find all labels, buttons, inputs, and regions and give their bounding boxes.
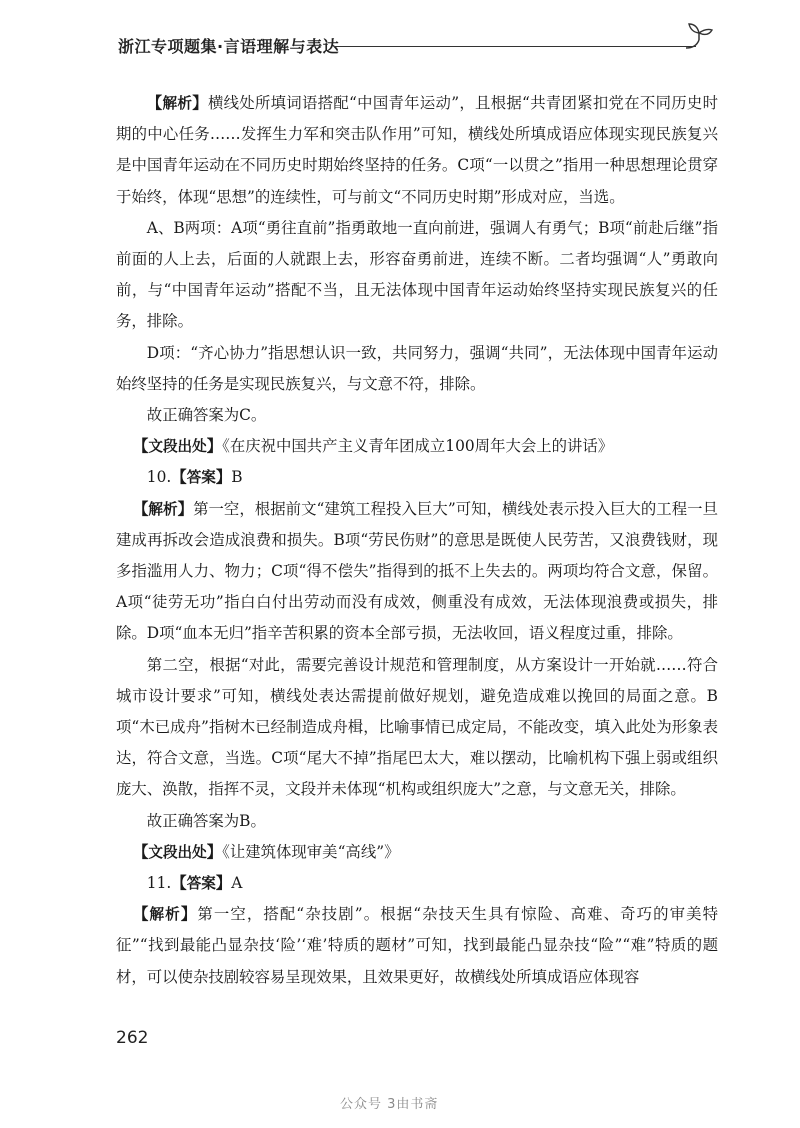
second-blank-paragraph: 第二空，根据“对此，需要完善设计规范和管理制度，从方案设计一开始就……符合城市设计要求”可知，横线处表达需提前做好规划，避免造成难以挽回的局面之意。B项“木已成舟”指树木已经制造成舟楫，比喻事情已成定局，不能改变，填入此处为形象表达，符合文意，当选。C项“尾大不掉”指尾巴太大，难以摆动，比喻机构下强上弱或组织庞大、涣散，指挥不灵，文段并未体现“机构或组织庞大”之意，与文意无关，排除。 — [116, 655, 718, 799]
analysis-paragraph — [116, 899, 718, 993]
header-rule — [334, 46, 696, 47]
analysis-text: 第一空，根据前文“建筑工程投入巨大”可知，横线处表示投入巨大的工程一旦建成再拆改会造成浪费和损失。B项“劳民伤财”的意思是既使人民劳苦，又浪费钱财，现多指滥用人力、物力；C项“得不偿失”指得到的抵不上失去的。两项均符合文意，保留。A项“徒劳无功”指白白付出劳动而没有成效，侧重没有成效，无法体现浪费或损失，排除。D项“血本无归”指辛苦积累的资本全部亏损，无法收回，语义程度过重，排除。 — [116, 499, 718, 643]
source-label: 文段出处 — [148, 438, 207, 456]
analysis-label: 解析 — [162, 95, 193, 112]
label-bracket: 】 — [215, 874, 232, 893]
label-bracket: 】 — [206, 437, 223, 456]
analysis-paragraph — [116, 494, 718, 650]
label-bracket: 【 — [171, 874, 187, 893]
page-number: 262 — [116, 1028, 149, 1048]
answer-label: 答案 — [186, 875, 216, 893]
label-bracket: 【 — [132, 437, 149, 456]
options-paragraph: A、B两项：A项“勇往直前”指勇敢地一直向前进，强调人有勇气；B项“前赴后继”指前面的人上去，后面的人就跟上去，形容奋勇前进，连续不断。二者均强调“人”勇敢向前，与“中国青年运动”搭配不当，且无法体现中国青年运动始终坚持实现民族复兴的任务，排除。 — [116, 218, 718, 331]
label-bracket: 】 — [177, 499, 194, 518]
analysis-text: 第一空，搭配“杂技剧”。根据“杂技天生具有惊险、高难、奇巧的审美特征”“找到最能凸显杂技‘险’‘难’特质的题材”可知，找到最能凸显杂技“险”“难”特质的题材，可以使杂技剧较容易呈现效果，且效果更好，故横线处所填成语应体现容 — [116, 905, 718, 986]
conclusion-paragraph: 故正确答案为B。 — [146, 811, 266, 830]
source-label: 文段出处 — [148, 843, 207, 861]
label-bracket: 】 — [180, 905, 198, 924]
watermark: 公众号 3由书斋 — [340, 1097, 439, 1112]
label-bracket: 【 — [132, 499, 149, 518]
conclusion-paragraph: 故正确答案为C。 — [146, 406, 267, 425]
label-bracket: 】 — [215, 468, 232, 487]
analysis-label: 解析 — [149, 906, 181, 924]
book-title: 浙江专项题集·言语理解与表达 — [118, 37, 340, 56]
page-body — [116, 88, 718, 993]
sprout-icon — [682, 18, 716, 52]
answer-value: A — [231, 874, 243, 893]
label-bracket: 【 — [146, 94, 163, 112]
page-header — [0, 0, 800, 60]
answer-label: 答案 — [186, 469, 216, 487]
answer-paragraph — [116, 868, 718, 899]
source-paragraph — [116, 431, 718, 462]
analysis-text: 横线处所填词语搭配“中国青年运动”，且根据“共青团紧扣党在不同历史时期的中心任务……发挥生力军和突击队作用”可知，横线处所填成语应体现实现民族复兴是中国青年运动在不同历史时期始终坚持的任务。C项“一以贯之”指用一种思想理论贯穿于始终，体现“思想”的连续性，可与前文“不同历史时期”形成对应，当选。 — [116, 94, 718, 206]
analysis-paragraph — [116, 88, 718, 213]
answer-paragraph — [116, 462, 718, 493]
answer-value: B — [231, 468, 243, 487]
option-d-paragraph: D项：“齐心协力”指思想认识一致，共同努力，强调“共同”，无法体现中国青年运动始终坚持的任务是实现民族复兴，与文意不符，排除。 — [116, 343, 718, 393]
analysis-label: 解析 — [148, 500, 178, 518]
label-bracket: 【 — [132, 842, 149, 861]
label-bracket: 【 — [132, 905, 150, 924]
label-bracket: 】 — [206, 842, 223, 861]
source-text: 《让建筑体现审美“高线”》 — [222, 842, 400, 861]
question-number: 10. — [146, 468, 172, 487]
label-bracket: 【 — [171, 468, 187, 487]
label-bracket: 】 — [192, 94, 208, 112]
source-paragraph — [116, 837, 718, 868]
question-number: 11. — [146, 874, 172, 893]
source-text: 《在庆祝中国共产主义青年团成立100周年大会上的讲话》 — [222, 437, 614, 456]
